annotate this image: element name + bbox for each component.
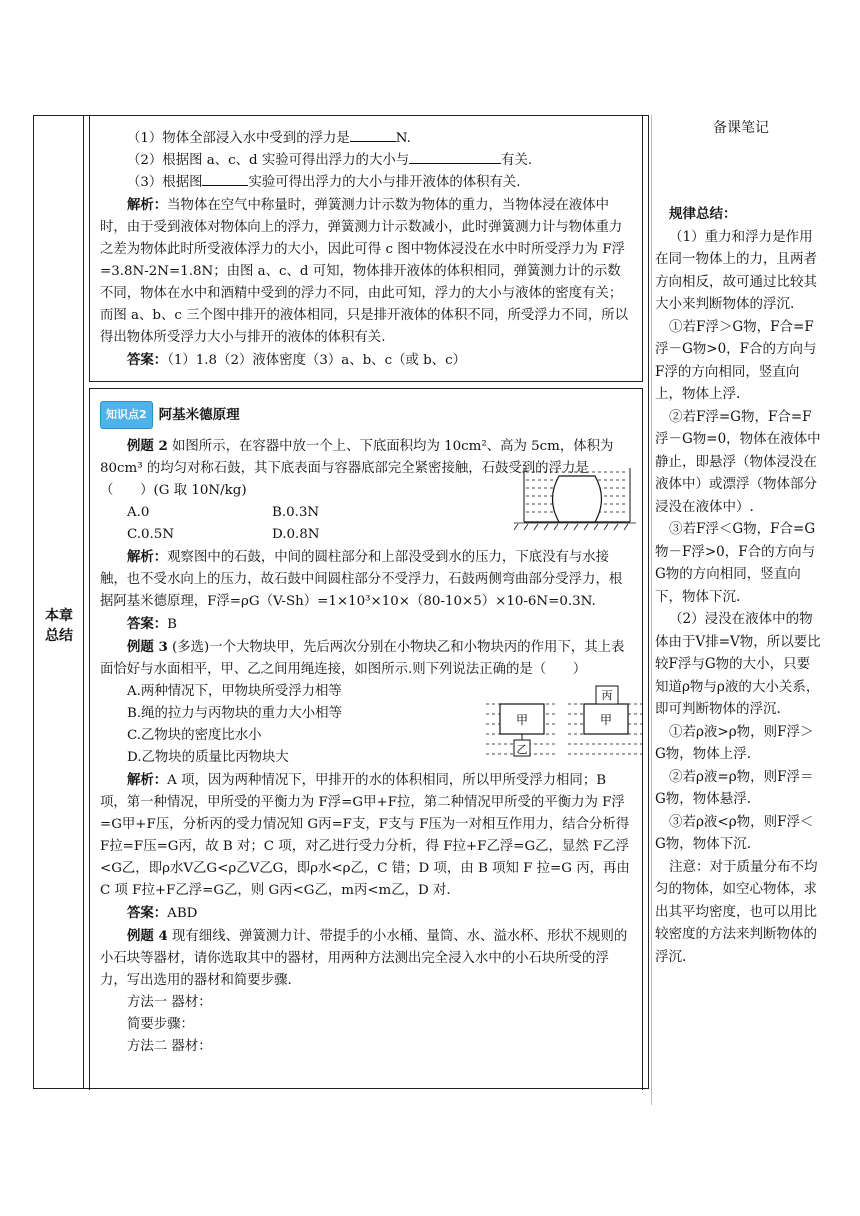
rule-note: 注意：对于质量分布不均匀的物体，如空心物体，求出其平均密度，也可以用比较密度的方法来判断物体的浮沉. xyxy=(655,858,818,965)
content-column xyxy=(84,116,648,1088)
example-2: 例题 2 如图所示，在容器中放一个上、下底面积均为 10cm²、高为 5cm，体积为 80cm³ 的均匀对称石鼓，其下底表面与容器底部完全紧密接触，石鼓受到的浮力是（ ）(G 取 10N/kg) A.0 B.0.3N C.0.5N D.0.8N xyxy=(100,435,632,546)
block-yi-label: 乙 xyxy=(516,743,528,756)
method-1-steps: 简要步骤： xyxy=(127,1017,194,1032)
stone-drum-figure xyxy=(514,462,638,536)
question-3: （3）根据图 实验可得出浮力的大小与排开液体的体积有关. xyxy=(127,175,521,190)
rule-1-case-2: ②若F浮=G物，F合=F浮－G物=0，物体在液体中静止，即悬浮（物体浸没在液体中）或漂浮（物体部分浸没在液体中）. xyxy=(655,408,821,515)
notes-column xyxy=(651,115,831,965)
example-2-text: 如图所示，在容器中放一个上、下底面积均为 10cm²、高为 5cm，体积为 80cm³ 的均匀对称石鼓，其下底表面与容器底部完全紧密接触，石鼓受到的浮力是（ ）(G 取 10N/kg) xyxy=(100,439,614,498)
option-a: A.0 xyxy=(127,505,150,520)
content-table xyxy=(33,115,649,1089)
stone-drum xyxy=(553,476,602,522)
option-3d: D.乙物块的质量比丙物块大 xyxy=(127,750,289,765)
answer-2: 答案：B xyxy=(127,616,178,632)
rule-2-case-2: ②若ρ液=ρ物，则F浮＝G物，物体悬浮. xyxy=(655,768,814,807)
example-3: 例题 3 (多选)一个大物块甲，先后两次分别在小物块乙和小物块丙的作用下，其上表面恰好与水面相平，甲、乙之间用绳连接，如图所示.则下列说法正确的是（ ） xyxy=(100,639,625,677)
notes-divider xyxy=(651,115,652,1105)
analysis-3: 解析：A 项，因为两种情况下，甲排开的水的体积相同，所以甲所受浮力相同；B 项，第一种情况，甲所受的平衡力为 F浮=G甲+F拉，第二种情况甲所受的平衡力为 F浮=G甲+F压，分析丙的受力情况知 G丙=F支，F支与 F压为一对相互作用力，结合分析得 F拉=F压=G丙，故 B 对；C 项，对乙进行受力分析，得 F拉+F乙浮=G乙，显然 F乙浮<G乙，即ρ水V乙G<ρ乙V乙G，即ρ水<ρ乙，C 错；D 项，由 B 项知 F 拉=G 丙，再由 C 项 F拉+F乙浮=G乙，则 G丙<G乙，m丙<m乙，D 对. xyxy=(100,772,630,898)
rule-1: （1）重力和浮力是作用在同一物体上的力，且两者方向相反，故可通过比较其大小来判断物体的浮沉. xyxy=(655,228,817,312)
option-3c: C.乙物块的密度比水小 xyxy=(127,728,262,743)
option-3a: A.两种情况下，甲物块所受浮力相等 xyxy=(127,684,342,699)
notes-header: 备课笔记 xyxy=(713,120,769,136)
chapter-summary-label: 本章总结 xyxy=(45,608,73,644)
question-2: （2）根据图 a、c、d 实验可得出浮力的大小与 有关. xyxy=(127,153,533,168)
block-bing-label: 丙 xyxy=(601,689,613,702)
method-1: 方法一 器材： xyxy=(127,995,212,1010)
analysis-1: 解析：当物体在空气中称量时，弹簧测力计示数为物体的重力，当物体浸在液体中时，由于受到液体对物体向上的浮力，弹簧测力计示数减小，此时弹簧测力计与物体重力之差为物体此时所受液体浮力的大小，因此可得 c 图中物体浸没在水中时所受浮力为 F浮=3.8N-2N=1.8N；由图 a、c、d 可知，物体排开液体的体积相同，弹簧测力计的示数不同，物体在水中和酒精中受到的浮力不同，由此可知，浮力的大小与液体的密度有关；而图 a、b、c 三个图中排开的液体相同，只是排开液体的体积不同，所受浮力不同，所以得出物体所受浮力大小与排开的液体的体积有关. xyxy=(100,197,629,345)
answer-1: 答案：（1）1.8（2）液体密度（3）a、b、c（或 b、c） xyxy=(127,352,466,368)
notes-body xyxy=(655,203,823,968)
rule-1-case-3: ③若F浮＜G物，F合=G物－F浮>0，F合的方向与G物的方向相同，竖直向下，物体下沉. xyxy=(655,521,816,605)
section-label-column xyxy=(34,116,84,1088)
floating-blocks-figure xyxy=(480,684,650,766)
option-d: D.0.8N xyxy=(272,527,320,542)
block-jia-right-label: 甲 xyxy=(599,713,613,727)
analysis-2: 解析：观察图中的石鼓，中间的圆柱部分和上部没受到水的压力，下底没有与水接触，也不受水向上的压力，故石鼓中间圆柱部分不受浮力，石鼓两侧弯曲部分受浮力，根据阿基米德原理，F浮=ρG（V-Sh）=1×10³×10×（80-10×5）×10-6N=0.3N. xyxy=(100,549,623,609)
answer-3: 答案：ABD xyxy=(127,905,198,921)
method-2: 方法二 器材： xyxy=(127,1039,212,1054)
section-title: 阿基米德原理 xyxy=(158,407,240,423)
option-3b: B.绳的拉力与丙物块的重力大小相等 xyxy=(127,706,342,721)
example-1-box xyxy=(89,116,643,382)
example-4: 例题 4 现有细线、弹簧测力计、带提手的小水桶、量筒、水、溢水杯、形状不规则的小石块等器材，请你选取其中的器材，用两种方法测出完全浸入水中的小石块所受的浮力，写出选用的器材和简要步骤. xyxy=(100,928,628,988)
knowledge-point-heading xyxy=(100,401,632,429)
ground-hatching xyxy=(514,523,636,530)
question-1: （1）物体全部浸入水中受到的浮力是 N. xyxy=(127,131,411,146)
option-b: B.0.3N xyxy=(272,505,320,520)
rule-2-case-3: ③若ρ液<ρ物，则F浮＜G物，物体下沉. xyxy=(655,813,814,852)
rule-2: （2）浸没在液体中的物体由于V排=V物，所以要比较F浮与G物的大小，只要知道ρ物与ρ液的大小关系，即可判断物体的浮沉. xyxy=(655,611,821,717)
option-c: C.0.5N xyxy=(127,527,175,542)
rule-1-case-1: ①若F浮＞G物，F合=F浮－G物>0，F合的方向与F浮的方向相同，竖直向上，物体上浮. xyxy=(655,318,817,402)
rule-summary-title: 规律总结： xyxy=(669,206,737,222)
block-jia-left-label: 甲 xyxy=(515,713,529,727)
rule-2-case-1: ①若ρ液>ρ物，则F浮＞G物，物体上浮. xyxy=(655,723,814,762)
knowledge-point-tag: 知识点2 xyxy=(100,401,153,429)
